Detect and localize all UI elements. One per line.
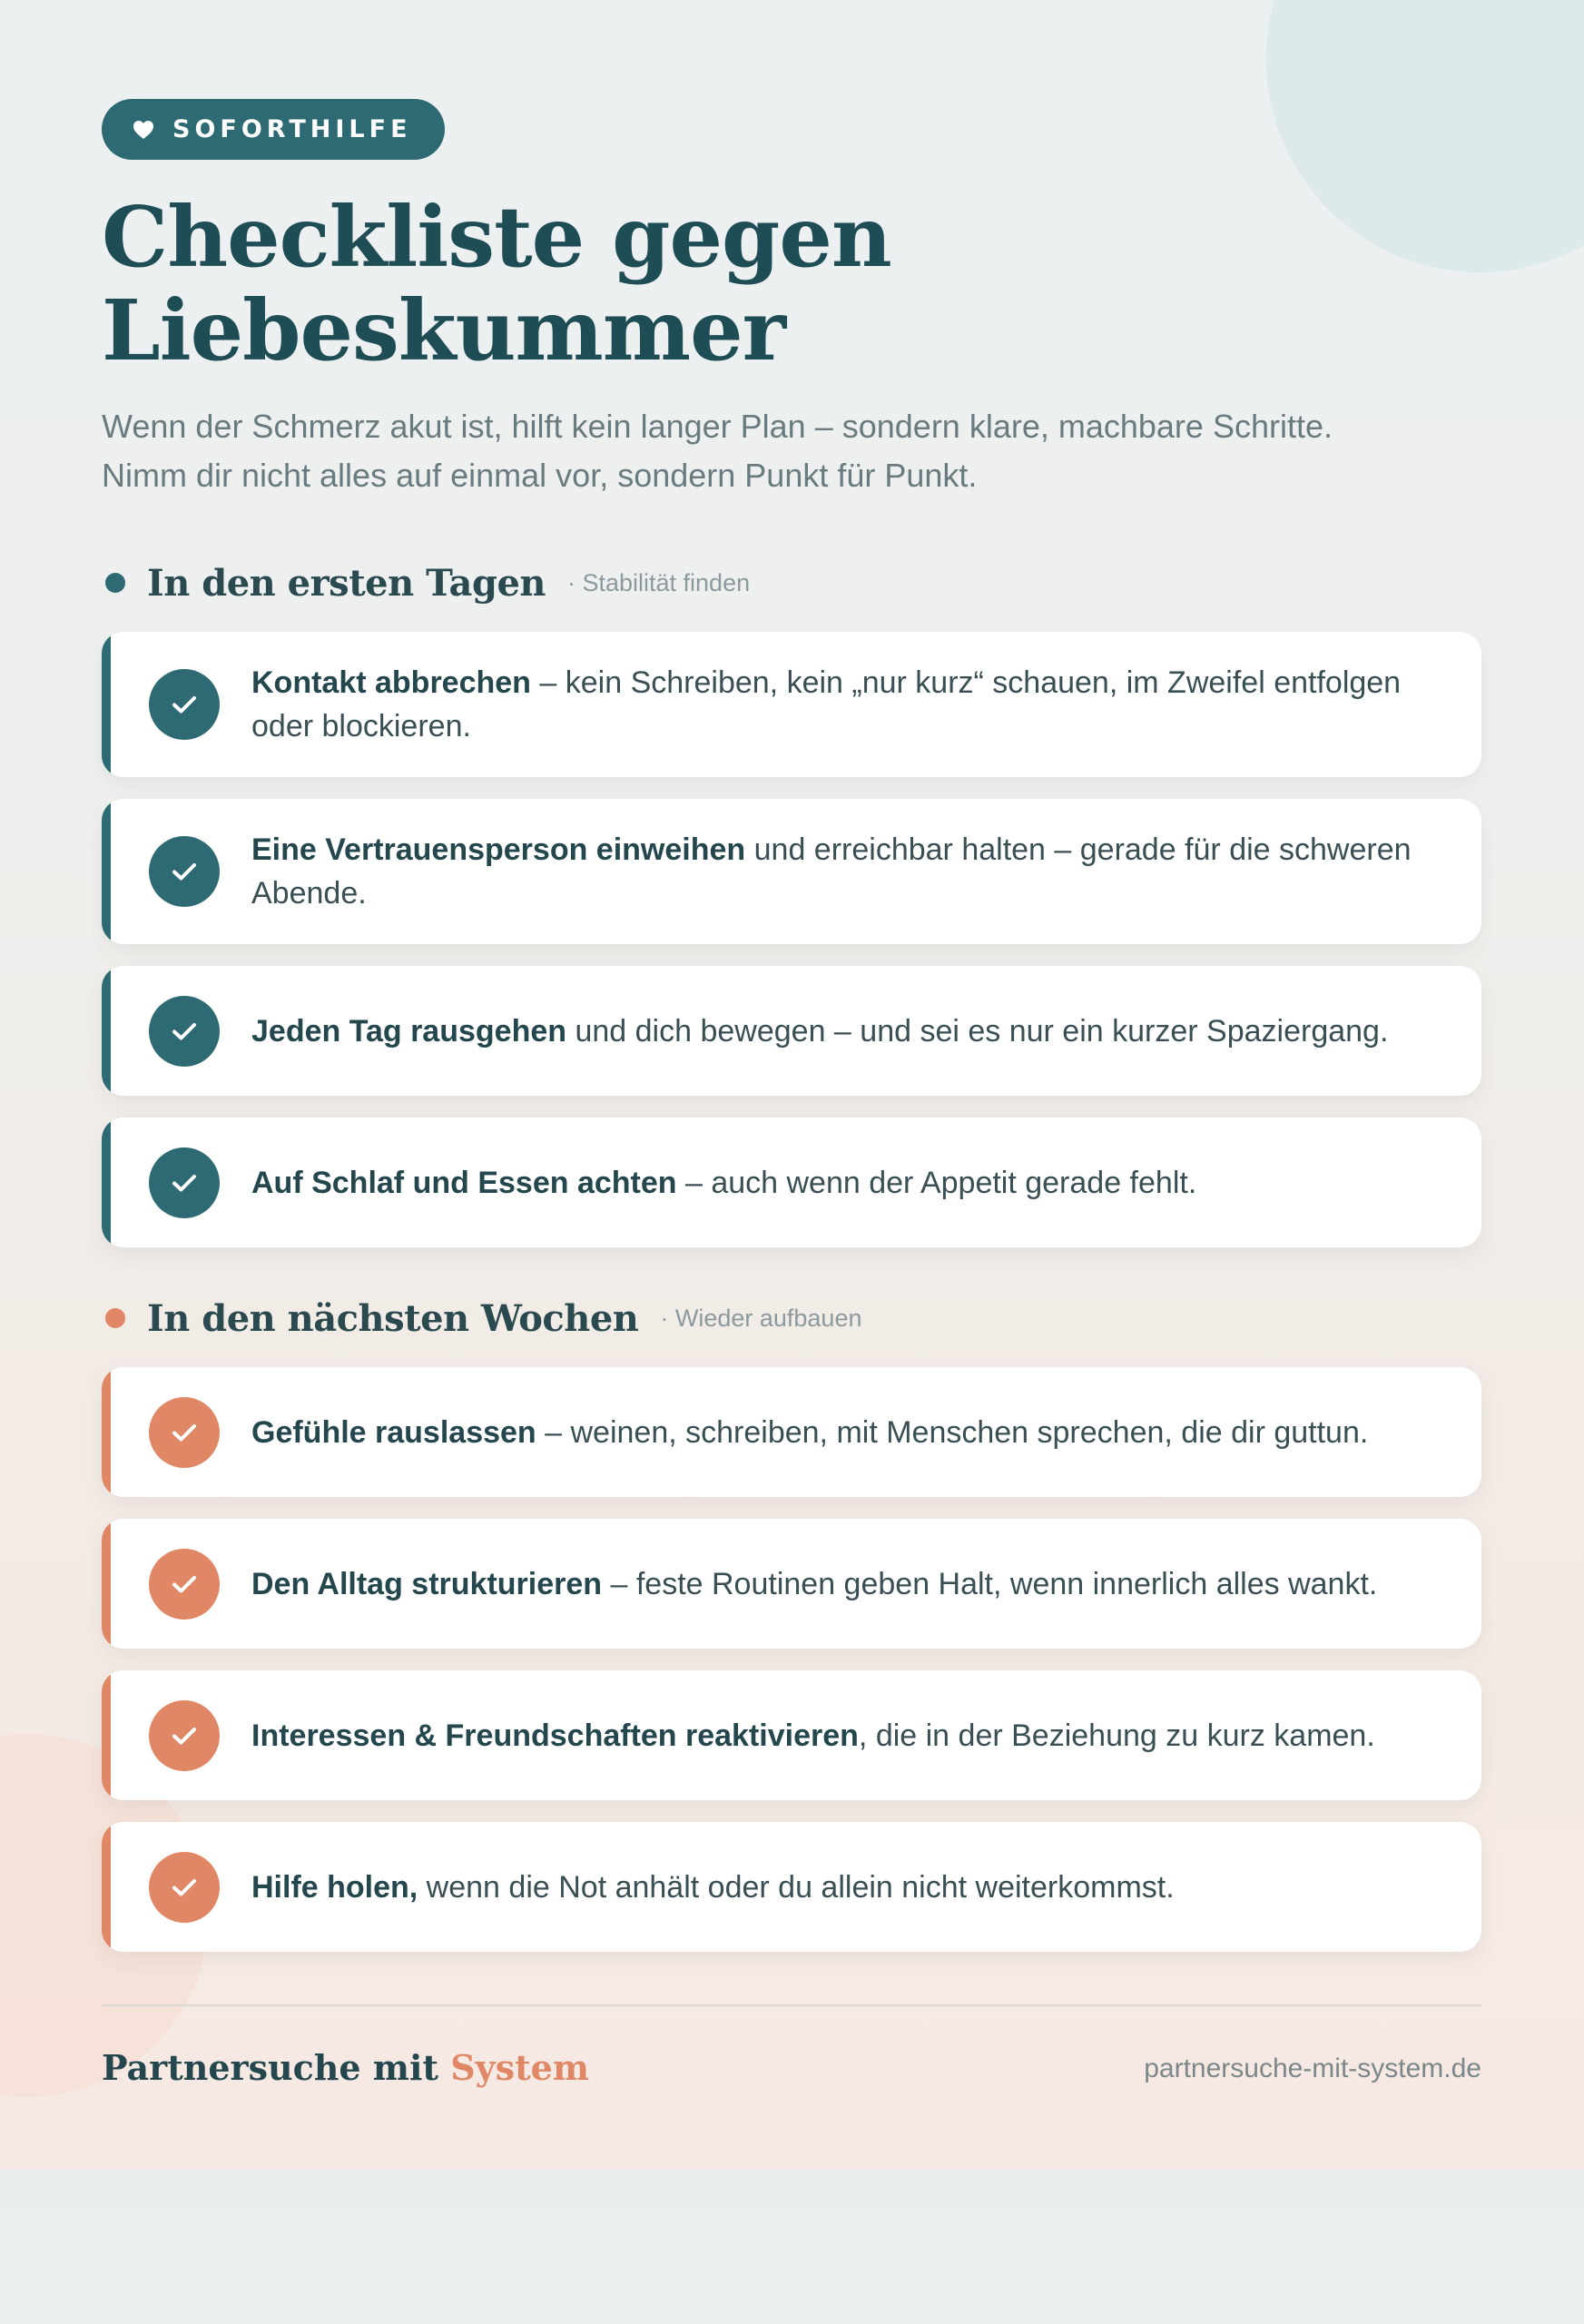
checklist-item: [102, 1519, 1481, 1649]
item-rest-text: wenn die Not anhält oder du allein nicht weiterkommst.: [418, 1869, 1175, 1905]
checklist-item-text: [251, 1009, 1449, 1053]
checklist-item: [102, 966, 1481, 1096]
checklist-item-text: [251, 1866, 1449, 1909]
decorative-circle-top: [1266, 0, 1584, 272]
section-dot: [105, 1308, 125, 1328]
checklist-item: [102, 1367, 1481, 1497]
checklist-item: [102, 1822, 1481, 1952]
check-icon: [149, 1147, 220, 1218]
page-background-bottom: [0, 2170, 1584, 2324]
check-icon: [149, 1852, 220, 1923]
item-rest-text: und erreichbar halten – gerade für die schweren Abende.: [251, 832, 1412, 911]
item-bold-text: Jeden Tag rausgehen: [251, 1013, 567, 1049]
checklist-item-text: [251, 1161, 1449, 1205]
section-dot: [105, 573, 125, 593]
item-bold-text: Gefühle rauslassen: [251, 1414, 536, 1450]
item-rest-text: – kein Schreiben, kein „nur kurz“ schauen, im Zweifel entfolgen oder blockieren.: [251, 665, 1402, 743]
title-line-1: Checkliste gegen: [102, 188, 891, 286]
item-bold-text: Eine Vertrauensperson einweihen: [251, 832, 746, 867]
page-title: [102, 188, 1100, 379]
check-icon: [149, 1397, 220, 1468]
checklist-item-text: [251, 1411, 1449, 1454]
checklist-item-text: [251, 661, 1449, 748]
item-rest-text: – weinen, schreiben, mit Menschen sprechen, die dir guttun.: [536, 1414, 1369, 1450]
intro-text: Wenn der Schmerz akut ist, hilft kein langer Plan – sondern klare, machbare Schritte. Nimm dir nicht alles auf einmal vor, sondern Punkt für Punkt.: [102, 408, 1333, 494]
checklist-item: [102, 632, 1481, 777]
heart-icon: [133, 120, 154, 140]
item-bold-text: Interessen & Freundschaften reaktivieren: [251, 1718, 859, 1753]
section-header-next-weeks: [102, 1291, 861, 1345]
check-icon: [149, 996, 220, 1067]
website-url: partnersuche-mit-system.de: [1144, 2053, 1481, 2083]
title-line-2: Liebeskummer: [102, 281, 786, 379]
section-title: In den nächsten Wochen: [147, 1296, 639, 1340]
section-title: In den ersten Tagen: [147, 561, 546, 605]
badge-label: SOFORTHILFE: [172, 115, 412, 143]
checklist-item-text: [251, 828, 1449, 915]
section-subtitle: · Stabilität finden: [566, 568, 751, 596]
checklist-item: [102, 1670, 1481, 1800]
item-rest-text: , die in der Beziehung zu kurz kamen.: [858, 1718, 1375, 1753]
item-bold-text: Hilfe holen,: [251, 1869, 418, 1905]
footer-divider: [102, 2004, 1481, 2006]
check-icon: [149, 1549, 220, 1620]
brand-name-accent: System: [450, 2047, 590, 2088]
item-rest-text: – feste Routinen geben Halt, wenn innerlich alles wankt.: [602, 1566, 1378, 1601]
item-rest-text: und dich bewegen – und sei es nur ein kurzer Spaziergang.: [566, 1013, 1389, 1049]
checklist-item: [102, 1118, 1481, 1247]
item-bold-text: Kontakt abbrechen: [251, 665, 531, 700]
brand-name: Partnersuche mit: [102, 2047, 451, 2088]
check-icon: [149, 836, 220, 907]
item-bold-text: Den Alltag strukturieren: [251, 1566, 603, 1601]
soforthilfe-badge: [102, 99, 445, 160]
checklist-item-text: [251, 1714, 1449, 1758]
check-icon: [149, 1700, 220, 1771]
brand-logo: [102, 2047, 589, 2088]
checklist-item-text: [251, 1562, 1449, 1606]
section-header-first-days: [102, 556, 750, 610]
check-icon: [149, 669, 220, 740]
item-bold-text: Auf Schlaf und Essen achten: [251, 1165, 677, 1200]
section-subtitle: · Wieder aufbauen: [660, 1304, 862, 1332]
item-rest-text: – auch wenn der Appetit gerade fehlt.: [676, 1165, 1197, 1200]
checklist-item: [102, 799, 1481, 944]
